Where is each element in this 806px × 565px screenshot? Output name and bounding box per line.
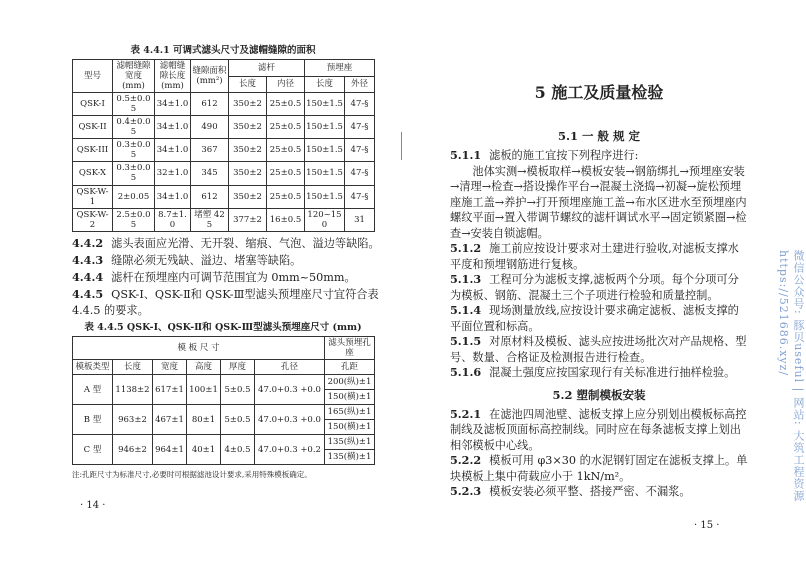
- table-cell-pitch: 135(纵)±1: [325, 435, 375, 450]
- table-cell: 8.7±1.0: [155, 208, 191, 231]
- para-4-4-2: [72, 235, 382, 252]
- table-cell: 25±0.5: [267, 93, 305, 116]
- para-number: 5.1.4: [450, 303, 482, 317]
- header-height: 高度: [187, 360, 221, 375]
- table-cell: 0.3±0.05: [113, 162, 155, 185]
- page-number-right: · 15 ·: [694, 520, 720, 531]
- para-number: 5.1.2: [450, 241, 482, 255]
- header-rod: 滤杆: [229, 60, 305, 77]
- table-cell: 350±2: [229, 116, 267, 139]
- section-5-2-body: [450, 407, 748, 500]
- table-cell: QSK-W-2: [73, 208, 113, 231]
- table-cell: 150±1.5: [305, 93, 345, 116]
- para-text: 池体实测→模板取样→模板安装→钢筋绑扎→预埋座安装→清理→检查→搭设操作平台→混凝土浇捣→初凝→旋松预埋座施工盖→养护→打开预埋座施工盖→布水区进水至预埋座内螺纹平面→置入带调节螺纹的滤杆调试水平→固定锁紧圈→检查→安装自锁滤帽。: [450, 164, 747, 240]
- para-4-4-3: [72, 252, 382, 269]
- table-cell-pitch: 150(横)±1: [325, 390, 375, 405]
- para-5-1-1: [450, 164, 748, 242]
- para-text: 模板可用 φ3×30 的水泥钢钉固定在滤板支撑上。单块模板上集中荷载应小于 1kN/m²。: [450, 454, 748, 483]
- table-cell: 350±2: [229, 162, 267, 185]
- table-cell-hole: 47.0+0.3 +0.0: [255, 375, 325, 405]
- table-cell-width: 467±1: [153, 405, 187, 435]
- header-seat-outer: 外径: [345, 76, 375, 93]
- table-cell: 47-§: [345, 162, 375, 185]
- header-unit: (mm): [122, 81, 145, 91]
- table-cell-length: 946±2: [113, 435, 153, 465]
- table-cell: 34±1.0: [155, 116, 191, 139]
- table-cell: 34±1.0: [155, 139, 191, 162]
- para-5-2-0: [450, 407, 748, 454]
- table-row: [73, 405, 375, 420]
- table-row: [73, 208, 375, 231]
- para-5-1-2: [450, 241, 748, 272]
- header-hole-d: 孔径: [255, 360, 325, 375]
- section-5-1-body: [450, 148, 748, 381]
- table-cell: 612: [191, 185, 229, 208]
- para-number: 5.1.1: [450, 148, 482, 162]
- header-unit: (mm²): [196, 76, 223, 86]
- table-cell-length: 1138±2: [113, 375, 153, 405]
- header-rod-inner: 内径: [267, 76, 305, 93]
- para-text: 模板安装必须平整、搭接严密、不漏浆。: [489, 485, 691, 498]
- para-text: 对原材料及模板、滤头应按进场批次对产品规格、型号、数量、合格证及检测报告进行检查。: [450, 335, 747, 364]
- para-number: 5.1.3: [450, 272, 482, 286]
- table-cell: 47-§: [345, 139, 375, 162]
- para-text: QSK-Ⅰ、QSK-Ⅱ和 QSK-Ⅲ型滤头预埋座尺寸宜符合表 4.4.5 的要求。: [72, 288, 379, 317]
- left-page: [72, 44, 382, 480]
- para-4-4-5: [72, 286, 382, 319]
- table-cell: 367: [191, 139, 229, 162]
- table-row: [73, 139, 375, 162]
- para-number: 5.1.6: [450, 365, 482, 379]
- chapter-title: 5 施工及质量检验: [534, 83, 664, 102]
- table-row: [73, 93, 375, 116]
- table-cell-pitch: 200(纵)±1: [325, 375, 375, 390]
- table-cell: 0.3±0.05: [113, 139, 155, 162]
- header-type: 模板类型: [73, 360, 113, 375]
- table-cell: QSK-I: [73, 93, 113, 116]
- table-cell-width: 617±1: [153, 375, 187, 405]
- table-cell: QSK-X: [73, 162, 113, 185]
- header-gap-area-label: 缝隙面积: [192, 66, 227, 76]
- table-cell: 0.5±0.05: [113, 93, 155, 116]
- table-cell: 32±1.0: [155, 162, 191, 185]
- table-cell-type: C 型: [73, 435, 113, 465]
- header-seat-hole: 滤头预埋孔座: [325, 337, 375, 360]
- table1-title: 表 4.4.1 可调式滤头尺寸及滤帽缝隙的面积: [130, 45, 316, 56]
- table-cell: 25±0.5: [267, 116, 305, 139]
- table-cell: 350±2: [229, 139, 267, 162]
- page-number-left: · 14 ·: [80, 500, 106, 511]
- table-cell-width: 964±1: [153, 435, 187, 465]
- section-5-2-title: 5.2 塑制模板安装: [552, 387, 646, 402]
- table-cell: 2.5±0.05: [113, 208, 155, 231]
- table-cell: QSK-W-1: [73, 185, 113, 208]
- para-5-1-3: [450, 272, 748, 303]
- table-row: [73, 435, 375, 450]
- fold-mark: [401, 132, 402, 160]
- watermark: 微信公众号: 豚贝useful | 网站: 大筑工程资源 https://521686.xyz/: [777, 250, 805, 503]
- table-cell: 150±1.5: [305, 185, 345, 208]
- para-5-1-0: [450, 148, 748, 164]
- table-cell: 350±2: [229, 93, 267, 116]
- header-hole-pitch: 孔距: [325, 360, 375, 375]
- para-text: 工程可分为滤板支撑,滤板两个分项。每个分项可分为模板、钢筋、混凝土三个子项进行检验和质量控制。: [450, 273, 739, 302]
- table-cell: 150±1.5: [305, 116, 345, 139]
- header-seat-length: 长度: [305, 76, 345, 93]
- table-cell: 34±1.0: [155, 185, 191, 208]
- table-cell-height: 40±1: [187, 435, 221, 465]
- table-cell-type: B 型: [73, 405, 113, 435]
- header-unit: (mm): [161, 81, 184, 91]
- para-text: 滤头表面应光滑、无开裂、缩痕、气泡、溢边等缺陷。: [111, 237, 380, 250]
- table-cell: 25±0.5: [267, 162, 305, 185]
- header-width: 宽度: [153, 360, 187, 375]
- table-cell: QSK-II: [73, 116, 113, 139]
- table-cell-hole: 47.0+0.3 +0.2: [255, 435, 325, 465]
- para-5-1-4: [450, 303, 748, 334]
- header-model: 型号: [73, 60, 113, 93]
- table-cell-thickness: 5±0.5: [221, 375, 255, 405]
- para-number: 5.1.5: [450, 334, 482, 348]
- left-paragraphs: [72, 235, 382, 319]
- right-page: [450, 82, 748, 500]
- table-cell-height: 100±1: [187, 375, 221, 405]
- header-gap-area: [191, 60, 229, 93]
- para-number: 4.4.2: [72, 236, 104, 250]
- table-cell: 350±2: [229, 185, 267, 208]
- table-cell: 0.4±0.05: [113, 116, 155, 139]
- table-cell: 47-§: [345, 93, 375, 116]
- table-4-4-1: [72, 59, 375, 231]
- table-cell: 25±0.5: [267, 185, 305, 208]
- header-rod-length: 长度: [229, 76, 267, 93]
- para-number: 5.2.1: [450, 406, 482, 421]
- para-number: 4.4.5: [72, 287, 104, 301]
- para-5-2-1: [450, 453, 748, 484]
- table-cell: 150±1.5: [305, 139, 345, 162]
- table-cell-thickness: 4±0.5: [221, 435, 255, 465]
- header-seat: 预埋座: [305, 60, 375, 77]
- table-cell-hole: 47.0+0.3 +0.0: [255, 405, 325, 435]
- para-number: 4.4.4: [72, 270, 104, 284]
- table-cell: 345: [191, 162, 229, 185]
- para-text: 滤杆在预埋座内可调节范围宜为 0mm~50mm。: [111, 271, 356, 284]
- para-number: 5.2.3: [450, 484, 482, 498]
- table-cell: 2±0.05: [113, 185, 155, 208]
- table-cell: 377±2: [229, 208, 267, 231]
- para-5-2-2: [450, 484, 748, 500]
- table-cell: 34±1.0: [155, 93, 191, 116]
- para-text: 滤板的施工宜按下列程序进行:: [489, 149, 639, 162]
- table-row: [73, 375, 375, 390]
- para-number: 4.4.3: [72, 253, 104, 267]
- table-cell: 120~150: [305, 208, 345, 231]
- table2-title: 表 4.4.5 QSK-Ⅰ、QSK-Ⅱ和 QSK-Ⅲ型滤头预埋座尺寸 (mm): [84, 322, 362, 333]
- para-4-4-4: [72, 269, 382, 286]
- table-cell-pitch: 135(横)±1: [325, 450, 375, 465]
- header-gap-length: [155, 60, 191, 93]
- para-5-1-5: [450, 334, 748, 365]
- table-cell: 25±0.5: [267, 139, 305, 162]
- header-gap-length-label: 滤帽缝隙长度: [159, 61, 186, 81]
- table-cell-pitch: 150(横)±1: [325, 420, 375, 435]
- para-number: 5.2.2: [450, 453, 482, 467]
- table-cell-height: 80±1: [187, 405, 221, 435]
- header-thickness: 厚度: [221, 360, 255, 375]
- para-text: 现场测量放线,应按设计要求确定滤板、滤板支撑的平面位置和标高。: [450, 304, 739, 333]
- table-4-4-5: [72, 336, 375, 465]
- table2-note: 注:孔距尺寸为标准尺寸,必要时可根据滤池设计要求,采用特殊模板确定。: [72, 470, 312, 479]
- table-cell: QSK-III: [73, 139, 113, 162]
- para-text: 施工前应按设计要求对土建进行验收,对滤板支撑水平度和预埋钢筋进行复核。: [450, 242, 739, 271]
- para-text: 缝隙必须无残缺、溢边、堵塞等缺陷。: [111, 254, 302, 267]
- header-template-size: 模 板 尺 寸: [73, 337, 325, 360]
- para-5-1-6: [450, 365, 748, 381]
- table-cell-pitch: 165(纵)±1: [325, 405, 375, 420]
- table-cell: 150±1.5: [305, 162, 345, 185]
- section-5-1-title: 5.1 一 般 规 定: [557, 129, 641, 143]
- table-cell: 31: [345, 208, 375, 231]
- table-cell-thickness: 5±0.5: [221, 405, 255, 435]
- header-length: 长度: [113, 360, 153, 375]
- table-row: [73, 185, 375, 208]
- header-gap-width-label: 滤帽缝隙宽度: [116, 61, 151, 81]
- table-cell: 堵塑 425: [191, 208, 229, 231]
- table-cell-type: A 型: [73, 375, 113, 405]
- table-cell: 16±0.5: [267, 208, 305, 231]
- table-cell: 490: [191, 116, 229, 139]
- para-text: 在滤池四周池壁、滤板支撑上应分别划出模板标高控制线及滤板顶面标高控制线。同时应在每条滤板支撑上划出相邻模板中心线。: [450, 407, 747, 452]
- table-cell: 47-§: [345, 116, 375, 139]
- header-gap-width: [113, 60, 155, 93]
- table-cell-length: 963±2: [113, 405, 153, 435]
- para-text: 混凝土强度应按国家现行有关标准进行抽样检验。: [489, 366, 736, 379]
- table-row: [73, 162, 375, 185]
- table-cell: 612: [191, 93, 229, 116]
- table-cell: 47-§: [345, 185, 375, 208]
- table-row: [73, 116, 375, 139]
